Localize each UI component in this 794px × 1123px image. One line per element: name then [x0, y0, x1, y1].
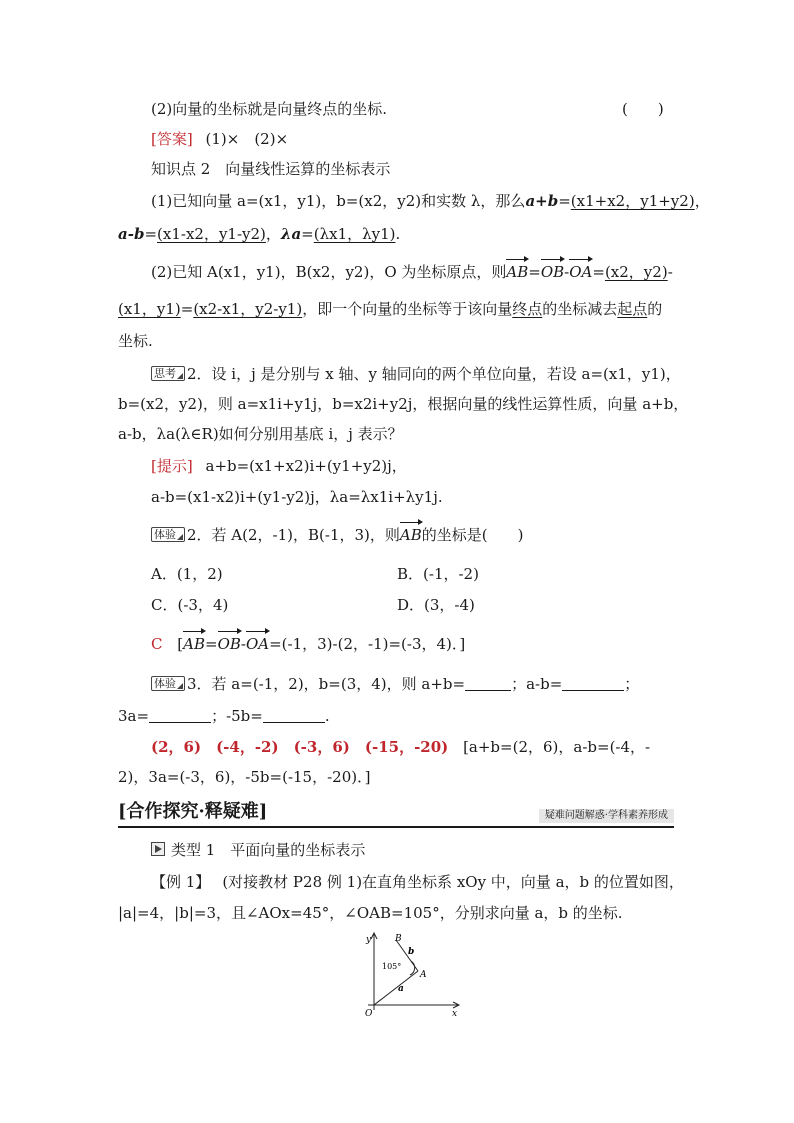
exp3-line2: 3a= ；-5b= .: [118, 707, 330, 725]
vector-OB: OB: [540, 263, 565, 281]
think-line1: 思考 2．设 i，j 是分别与 x 轴、y 轴同向的两个单位向量，若设 a=(x1，y1)，: [151, 364, 681, 384]
answer-label: [答案]: [151, 130, 193, 148]
exp3-line1: 体验 3．若 a=(-1，2)，b=(3，4)，则 a+b= ；a-b= ；: [151, 674, 639, 694]
blank-2[interactable]: [562, 675, 624, 691]
blank-1[interactable]: [465, 675, 511, 691]
exp2-answer: C: [151, 635, 163, 653]
vector-AB: AB: [506, 263, 529, 281]
hint-label: [提示]: [151, 457, 193, 475]
type-1-heading: 类型 1 平面向量的坐标表示: [151, 840, 365, 860]
knowledge-point-title: 知识点 2 向量线性运算的坐标表示: [151, 160, 391, 178]
answer-paren: ( ): [622, 100, 664, 118]
formula-2-line1: (2)已知 A(x1，y1)，B(x2，y2)，O 为坐标原点，则AB=OB-OA=(x2，y2)-: [151, 263, 673, 281]
formula-1-line2: a-b=(x1-x2，y1-y2)，λa=(λx1，λy1).: [118, 225, 401, 243]
y-label: y: [366, 935, 372, 945]
exp2-solution: C [AB=OB-OA=(-1，3)-(2，-1)=(-3，4)．]: [151, 635, 466, 653]
vector-a-line: [374, 971, 418, 1005]
option-a[interactable]: A．(1，2): [151, 565, 223, 583]
angle-label: 105°: [382, 962, 402, 971]
formula-1-line1: (1)已知向量 a=(x1，y1)，b=(x2，y2)和实数 λ，那么a+b=(x1+x2，y1+y2)，: [151, 192, 710, 210]
example-label: 【例 1】: [151, 873, 211, 891]
exp2-stem: 体验 2．若 A(2，-1)，B(-1，3)，则AB的坐标是( ): [151, 525, 523, 545]
vector-OA: OA: [569, 263, 593, 281]
think-tag: 思考: [151, 366, 185, 381]
answer-value: (1)× (2)×: [205, 130, 289, 148]
vector-a-label: a: [398, 984, 404, 994]
exp2-tag: 体验: [151, 527, 185, 542]
blank-mul: (λx1，λy1): [313, 225, 396, 243]
option-c[interactable]: C．(-3，4): [151, 596, 229, 614]
vector-b-label: b: [408, 947, 415, 957]
origin-label: O: [365, 1009, 373, 1019]
exp3-solution-2: 2)，3a=(-3，6)，-5b=(-15，-20)．]: [118, 768, 371, 786]
think-line2: b=(x2，y2)，则 a=x1i+y1j，b=x2i+y2j，根据向量的线性运算性质，向量 a+b，: [118, 395, 689, 413]
point-b-label: B: [395, 934, 402, 944]
think-line3: a-b，λa(λ∈R)如何分别用基底 i，j 表示？: [118, 425, 403, 443]
example-1-line2: |a|=4，|b|=3，且∠AOx=45°，∠OAB=105°，分别求向量 a，b 的坐标.: [118, 904, 623, 922]
blank-diff: (x1-x2，y1-y2): [157, 225, 266, 243]
option-b[interactable]: B．(-1，-2): [397, 565, 479, 583]
formula-2-line2: (x1，y1)=(x2-x1，y2-y1)，即一个向量的坐标等于该向量终点的坐标减去起点的: [118, 300, 663, 318]
vector-figure: [362, 930, 472, 1020]
blank-4[interactable]: [263, 707, 325, 723]
exp3-answers: (2，6) (-4，-2) (-3，6) (-15，-20) [a+b=(2，6)，a-b=(-4，-: [151, 738, 651, 756]
section-badge: 疑难问题解惑·学科素养形成: [539, 809, 674, 823]
point-a-label: A: [420, 970, 427, 980]
option-d[interactable]: D．(3，-4): [397, 596, 475, 614]
blank-sum: (x1+x2，y1+y2): [570, 192, 695, 210]
hint-line2: a-b=(x1-x2)i+(y1-y2)j，λa=λx1i+λy1j.: [151, 488, 443, 506]
blank-3[interactable]: [149, 707, 211, 723]
exp3-tag: 体验: [151, 676, 185, 691]
section-header: [118, 800, 674, 828]
answer-line: [151, 129, 288, 149]
play-triangle-icon: [151, 842, 165, 856]
statement-2: (2)向量的坐标就是向量终点的坐标.: [151, 100, 388, 118]
section-title: [合作探究·释疑难]: [118, 801, 268, 822]
x-label: x: [452, 1009, 458, 1019]
example-1-line1: 【例 1】 (对接教材 P28 例 1)在直角坐标系 xOy 中，向量 a，b 的位置如图，: [151, 873, 684, 891]
formula-2-line3: 坐标.: [118, 332, 153, 350]
hint-line1: [提示] a+b=(x1+x2)i+(y1+y2)j，: [151, 457, 407, 475]
